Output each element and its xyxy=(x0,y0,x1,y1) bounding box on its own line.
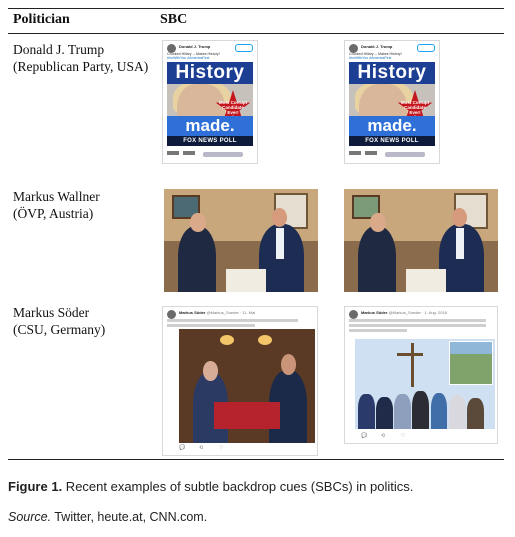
lamp xyxy=(220,335,234,345)
text-line xyxy=(349,324,486,327)
hillary-poster xyxy=(349,62,435,146)
summit-cross-beam xyxy=(397,353,423,356)
figure-source xyxy=(8,510,207,524)
person xyxy=(394,394,411,429)
person xyxy=(449,395,466,429)
text-line xyxy=(349,329,407,332)
poster-made: made. xyxy=(367,116,417,135)
reply-icon: 💬 xyxy=(179,445,186,451)
summit-cross xyxy=(411,343,414,387)
tweet-account-name: Markus Söder xyxy=(361,310,388,315)
follow-button xyxy=(417,44,435,52)
tweet-stats xyxy=(349,151,435,159)
tweet-account-name: Markus Söder xyxy=(179,310,206,315)
source-text: Twitter, heute.at, CNN.com. xyxy=(51,510,208,524)
shirt-right xyxy=(276,228,284,259)
person xyxy=(358,394,375,429)
poster-history: History xyxy=(175,62,245,83)
poster-fox-banner: FOX NEWS POLL xyxy=(183,138,237,144)
trump-tweet-original xyxy=(162,40,258,164)
politician-name: Markus Wallner xyxy=(13,189,100,204)
tweet-hashtags: #ImWithYou #AmericaFirst xyxy=(349,56,392,61)
avatar-strip xyxy=(203,152,243,157)
figure-caption xyxy=(8,479,413,494)
politician-wallner xyxy=(13,188,100,222)
person xyxy=(431,393,448,429)
tweet-account xyxy=(361,310,447,315)
soeder-tweet-original xyxy=(162,306,318,456)
reply-icon: 💬 xyxy=(361,433,368,439)
person-left xyxy=(178,226,217,292)
avatar-strip xyxy=(385,152,425,157)
retweet-icon: ⟲ xyxy=(199,445,204,451)
tweet-body: Crooked Hillary -- Makes History! xyxy=(349,52,402,56)
tweet-account xyxy=(179,310,255,315)
lamp xyxy=(258,335,272,345)
text-line xyxy=(167,319,298,322)
retweet-icon: ⟲ xyxy=(381,433,386,439)
shirt-right xyxy=(456,228,464,259)
header-rule xyxy=(8,33,504,34)
politician-affiliation: (ÖVP, Austria) xyxy=(13,206,94,221)
head-left xyxy=(190,213,205,233)
caption-label: Figure 1. xyxy=(8,479,63,494)
like-icon: ♡ xyxy=(401,433,406,439)
tweet-text-lines xyxy=(349,319,493,332)
stat-retweets xyxy=(167,151,179,155)
wallner-photo-modified xyxy=(344,189,498,292)
tweet-hashtags: #ImWithYou #AmericaFirst xyxy=(167,56,210,61)
tweet-handle: @Markus_Soeder · 11. Mai xyxy=(206,310,256,315)
like-icon: ♡ xyxy=(219,445,224,451)
head-left xyxy=(370,213,385,233)
stat-likes xyxy=(365,151,377,155)
inset-photo xyxy=(449,341,493,385)
caption-text: Recent examples of subtle backdrop cues (SBCs) in politics. xyxy=(62,479,414,494)
source-label: Source. xyxy=(8,510,52,524)
header-politician: Politician xyxy=(13,12,70,27)
star-text: Most Corrupt Candidate Ever! xyxy=(218,100,248,115)
trump-tweet-modified xyxy=(344,40,440,164)
tweet-actions xyxy=(351,433,491,439)
hut-photo xyxy=(179,329,315,443)
person-left xyxy=(358,226,397,292)
politician-soeder xyxy=(13,304,105,338)
tweet-handle: @Markus_Soeder · 1. Aug. 2018 xyxy=(388,310,447,315)
tweet-actions xyxy=(169,445,311,451)
red-table xyxy=(214,402,279,429)
hillary-poster xyxy=(167,62,253,146)
soeder-tweet-modified xyxy=(344,306,498,444)
poster-history: History xyxy=(357,62,427,83)
poster-fox-banner: FOX NEWS POLL xyxy=(365,138,419,144)
politician-affiliation: (CSU, Germany) xyxy=(13,322,106,337)
avatar xyxy=(349,310,358,319)
inset-sky xyxy=(450,342,492,354)
tweet-text xyxy=(349,52,435,61)
tweet-text-lines xyxy=(167,319,313,327)
politician-name: Markus Söder xyxy=(13,305,90,320)
person xyxy=(412,391,429,429)
text-line xyxy=(167,324,255,327)
tweet-stats xyxy=(167,151,253,159)
head-right xyxy=(281,354,296,375)
dining-table xyxy=(406,269,446,292)
stat-likes xyxy=(183,151,195,155)
summit-cross-photo xyxy=(355,339,495,429)
tweet-body: Crooked Hillary -- Makes History! xyxy=(167,52,220,56)
dining-table xyxy=(226,269,266,292)
group-of-people xyxy=(355,386,495,429)
politician-name: Donald J. Trump xyxy=(13,42,105,57)
star-text: Most Corrupt Candidate Ever! xyxy=(400,100,430,115)
top-rule xyxy=(8,8,504,9)
tweet-account: Donald J. Trump xyxy=(179,44,211,49)
person xyxy=(376,397,393,429)
politician-trump xyxy=(13,41,148,75)
follow-button xyxy=(235,44,253,52)
wallner-photo-original xyxy=(164,189,318,292)
politician-affiliation: (Republican Party, USA) xyxy=(13,59,149,74)
header-sbc: SBC xyxy=(160,12,188,27)
tweet-account: Donald J. Trump xyxy=(361,44,393,49)
avatar xyxy=(167,310,176,319)
person xyxy=(467,398,484,429)
bottom-rule xyxy=(8,459,504,460)
poster-made: made. xyxy=(185,116,235,135)
text-line xyxy=(349,319,486,322)
tweet-text xyxy=(167,52,253,61)
stat-retweets xyxy=(349,151,361,155)
